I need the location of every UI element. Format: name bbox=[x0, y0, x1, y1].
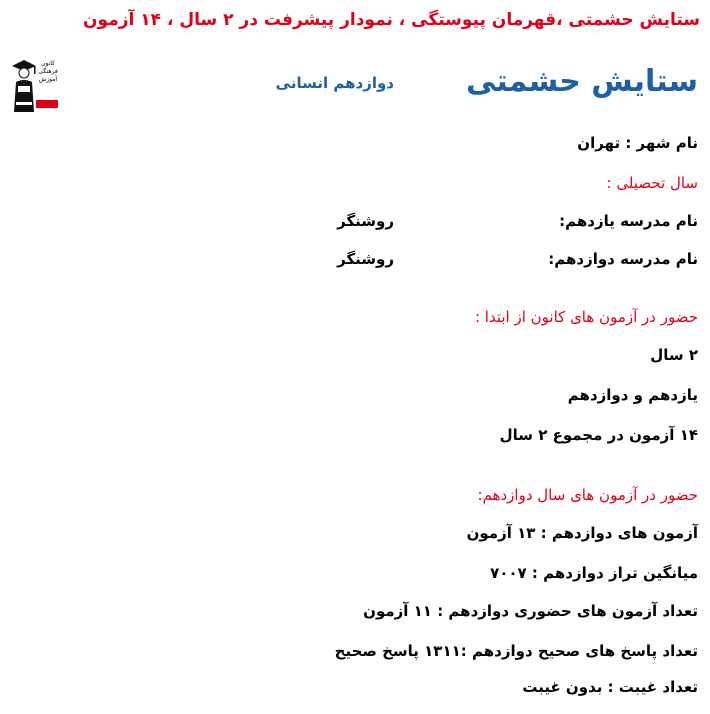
school-11-label: نام مدرسه یازدهم: bbox=[559, 212, 698, 230]
city-line: نام شهر : تهران bbox=[577, 134, 698, 152]
attendance-grades: یازدهم و دوازدهم bbox=[567, 386, 698, 404]
student-name: ستایش حشمتی bbox=[466, 64, 698, 99]
school-11-value: روشنگر bbox=[337, 212, 394, 230]
school-12-value: روشنگر bbox=[337, 250, 394, 268]
grade12-average-score: میانگین تراز دوازدهم : ۷۰۰۷ bbox=[490, 564, 698, 582]
grade12-in-person-exams: تعداد آزمون های حضوری دوازدهم : ۱۱ آزمون bbox=[363, 602, 698, 620]
grade12-absences: تعداد غیبت : بدون غیبت bbox=[522, 678, 698, 696]
education-heading: سال تحصیلی : bbox=[606, 174, 698, 192]
attendance-years: ۲ سال bbox=[650, 346, 698, 364]
kanoon-logo bbox=[10, 56, 62, 114]
grade-field-label: دوازدهم انسانی bbox=[275, 74, 394, 92]
page-title: ستایش حشمتی ،قهرمان پیوستگی ، نمودار پیشرفت در ۲ سال ، ۱۴ آزمون bbox=[83, 10, 700, 30]
logo-text: کانون فرهنگی آموزش قلم‌چی bbox=[38, 60, 58, 94]
school-12-label: نام مدرسه دوازدهم: bbox=[548, 250, 698, 268]
grade12-correct-answers: تعداد پاسخ های صحیح دوازدهم :۱۳۱۱ پاسخ صحیح bbox=[334, 642, 698, 660]
attendance-total-exams: ۱۴ آزمون در مجموع ۲ سال bbox=[499, 426, 698, 444]
grade12-exams: آزمون های دوازدهم : ۱۳ آزمون bbox=[466, 524, 698, 542]
attendance-heading: حضور در آزمون های کانون از ابتدا : bbox=[474, 308, 698, 326]
grade12-heading: حضور در آزمون های سال دوازدهم: bbox=[477, 486, 698, 504]
